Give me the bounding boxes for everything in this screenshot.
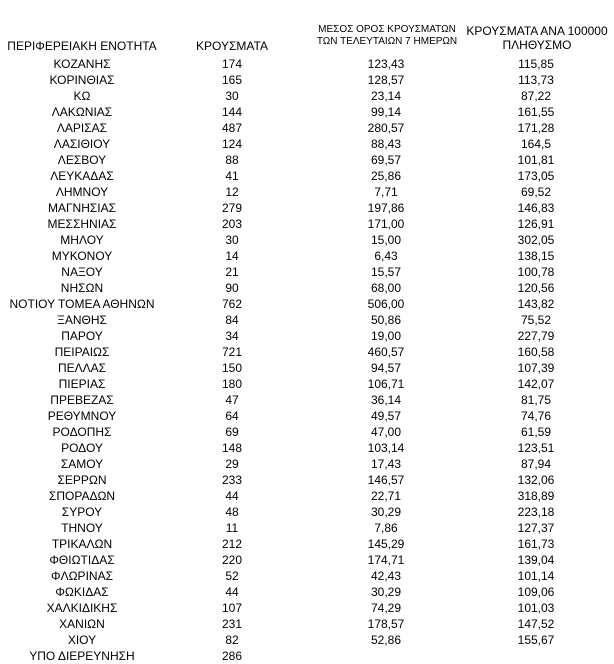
header-per-line1: ΚΡΟΥΣΜΑΤΑ ΑΝΑ 100000 — [466, 24, 608, 38]
avg-cell: 49,57 — [370, 409, 402, 423]
table-row — [0, 536, 614, 552]
table-row — [0, 440, 614, 456]
header-avg-line1: ΜΕΣΟΣ ΟΡΟΣ ΚΡΟΥΣΜΑΤΩΝ — [318, 24, 456, 35]
avg-cell: 460,57 — [367, 345, 405, 359]
region-cell: ΝΗΣΩΝ — [60, 281, 104, 295]
cases-cell: 180 — [221, 377, 243, 391]
per100k-cell: 87,22 — [520, 89, 552, 103]
region-cell: ΣΕΡΡΩΝ — [57, 473, 107, 487]
cases-cell: 44 — [225, 585, 239, 599]
table-row — [0, 312, 614, 328]
cases-cell: 21 — [225, 265, 239, 279]
table-row — [0, 280, 614, 296]
region-cell: ΛΑΡΙΣΑΣ — [56, 121, 108, 135]
table-row — [0, 328, 614, 344]
header-avg-7days — [298, 24, 476, 48]
region-cell: ΥΠΟ ΔΙΕΡΕΥΝΗΣΗ — [29, 649, 135, 663]
avg-cell: 88,43 — [370, 137, 402, 151]
table-row — [0, 360, 614, 376]
avg-cell: 103,14 — [367, 441, 405, 455]
avg-cell: 178,57 — [367, 617, 405, 631]
per100k-cell: 143,82 — [517, 297, 555, 311]
table-row — [0, 232, 614, 248]
region-cell: ΞΑΝΘΗΣ — [57, 313, 107, 327]
cases-cell: 203 — [221, 217, 243, 231]
per100k-cell: 132,06 — [517, 473, 555, 487]
cases-cell: 44 — [225, 489, 239, 503]
region-cell: ΛΕΥΚΑΔΑΣ — [50, 169, 114, 183]
avg-cell: 15,00 — [370, 233, 402, 247]
per100k-cell: 161,55 — [517, 105, 555, 119]
region-cell: ΛΑΣΙΘΙΟΥ — [53, 137, 111, 151]
per100k-cell: 146,83 — [517, 201, 555, 215]
avg-cell: 146,57 — [367, 473, 405, 487]
region-cell: ΜΥΚΟΝΟΥ — [51, 249, 113, 263]
cases-cell: 144 — [221, 105, 243, 119]
table-row — [0, 184, 614, 200]
cases-cell: 47 — [225, 393, 239, 407]
cases-cell: 165 — [221, 73, 243, 87]
per100k-cell: 123,51 — [517, 441, 555, 455]
table-row — [0, 72, 614, 88]
region-cell: ΡΕΘΥΜΝΟΥ — [47, 409, 117, 423]
region-cell: ΜΑΓΝΗΣΙΑΣ — [47, 201, 117, 215]
per100k-cell: 109,06 — [517, 585, 555, 599]
region-cell: ΝΑΞΟΥ — [61, 265, 103, 279]
avg-cell: 23,14 — [370, 89, 402, 103]
cases-cell: 30 — [225, 233, 239, 247]
table-row — [0, 344, 614, 360]
avg-cell: 30,29 — [370, 585, 402, 599]
cases-cell: 69 — [225, 425, 239, 439]
avg-cell: 145,29 — [367, 537, 405, 551]
region-cell: ΣΥΡΟΥ — [61, 505, 103, 519]
per100k-cell: 87,94 — [520, 457, 552, 471]
per100k-cell: 147,52 — [517, 617, 555, 631]
avg-cell: 6,43 — [374, 249, 398, 263]
per100k-cell: 113,73 — [518, 73, 554, 87]
cases-cell: 762 — [221, 297, 243, 311]
avg-cell: 15,57 — [370, 265, 402, 279]
table-row — [0, 408, 614, 424]
table-row — [0, 56, 614, 72]
cases-cell: 721 — [221, 345, 243, 359]
per100k-cell: 164,5 — [520, 137, 552, 151]
cases-cell: 41 — [225, 169, 239, 183]
avg-cell: 174,71 — [367, 553, 405, 567]
avg-cell: 68,00 — [370, 281, 402, 295]
region-cell: ΤΡΙΚΑΛΩΝ — [51, 537, 113, 551]
cases-cell: 12 — [225, 185, 239, 199]
cases-cell: 220 — [221, 553, 243, 567]
cases-cell: 233 — [221, 473, 243, 487]
table-row — [0, 568, 614, 584]
region-cell: ΤΗΝΟΥ — [61, 521, 103, 535]
region-cell: ΠΡΕΒΕΖΑΣ — [50, 393, 114, 407]
avg-cell: 47,00 — [370, 425, 402, 439]
per100k-cell: 318,89 — [517, 489, 555, 503]
cases-cell: 174 — [221, 57, 243, 71]
region-cell: ΧΙΟΥ — [67, 633, 97, 647]
region-cell: ΦΘΙΩΤΙΔΑΣ — [49, 553, 115, 567]
per100k-cell: 142,07 — [517, 377, 555, 391]
avg-cell: 52,86 — [370, 633, 402, 647]
region-cell: ΧΑΝΙΩΝ — [59, 617, 105, 631]
region-cell: ΛΑΚΩΝΙΑΣ — [51, 105, 113, 119]
cases-cell: 212 — [221, 537, 243, 551]
per100k-cell: 138,15 — [517, 249, 555, 263]
table-row — [0, 472, 614, 488]
avg-cell: 36,14 — [370, 393, 402, 407]
region-cell: ΚΟΡΙΝΘΙΑΣ — [49, 73, 115, 87]
table-row — [0, 424, 614, 440]
cases-cell: 150 — [221, 361, 243, 375]
table-row — [0, 584, 614, 600]
avg-cell: 30,29 — [370, 505, 402, 519]
table-row — [0, 488, 614, 504]
per100k-cell: 101,03 — [517, 601, 555, 615]
region-cell: ΜΕΣΣΗΝΙΑΣ — [47, 217, 117, 231]
header-per-line2: ΠΛΗΘΥΣΜΟ — [502, 38, 572, 52]
cases-cell: 124 — [221, 137, 243, 151]
header-region: ΠΕΡΙΦΕΡΕΙΑΚΗ ΕΝΟΤΗΤΑ — [7, 39, 157, 53]
avg-cell: 171,00 — [367, 217, 405, 231]
region-cell: ΛΕΣΒΟΥ — [57, 153, 107, 167]
per100k-cell: 161,73 — [517, 537, 555, 551]
table-row — [0, 632, 614, 648]
per100k-cell: 160,58 — [517, 345, 555, 359]
cases-cell: 487 — [221, 121, 243, 135]
region-cell: ΣΑΜΟΥ — [60, 457, 104, 471]
per100k-cell: 155,67 — [517, 633, 555, 647]
region-cell: ΚΟΖΑΝΗΣ — [53, 57, 111, 71]
avg-cell: 74,29 — [370, 601, 402, 615]
per100k-cell: 101,81 — [517, 153, 555, 167]
table-row — [0, 136, 614, 152]
per100k-cell: 81,75 — [520, 393, 552, 407]
avg-cell: 50,86 — [370, 313, 402, 327]
avg-cell: 22,71 — [370, 489, 402, 503]
avg-cell: 506,00 — [367, 297, 405, 311]
table-row — [0, 248, 614, 264]
table-row — [0, 616, 614, 632]
table-row — [0, 216, 614, 232]
region-cell: ΜΗΛΟΥ — [60, 233, 104, 247]
cases-cell: 286 — [221, 649, 243, 663]
avg-cell: 25,86 — [370, 169, 402, 183]
table-row — [0, 296, 614, 312]
per100k-cell: 120,56 — [517, 281, 555, 295]
cases-cell: 82 — [225, 633, 239, 647]
avg-cell: 7,86 — [374, 521, 398, 535]
avg-cell: 197,86 — [367, 201, 405, 215]
cases-cell: 34 — [225, 329, 239, 343]
table-row — [0, 264, 614, 280]
cases-cell: 148 — [221, 441, 243, 455]
cases-cell: 11 — [225, 521, 239, 535]
cases-cell: 30 — [225, 89, 239, 103]
per100k-cell: 100,78 — [517, 265, 555, 279]
table-row — [0, 552, 614, 568]
avg-cell: 69,57 — [370, 153, 402, 167]
per100k-cell: 126,91 — [517, 217, 555, 231]
header-cases: ΚΡΟΥΣΜΑΤΑ — [196, 39, 268, 53]
per100k-cell: 139,04 — [517, 553, 555, 567]
region-cell: ΠΑΡΟΥ — [61, 329, 103, 343]
avg-cell: 106,71 — [367, 377, 405, 391]
per100k-cell: 115,85 — [518, 57, 554, 71]
cases-cell: 64 — [225, 409, 239, 423]
cases-cell: 14 — [225, 249, 239, 263]
table-row — [0, 600, 614, 616]
per100k-cell: 127,37 — [517, 521, 555, 535]
region-cell: ΠΙΕΡΙΑΣ — [58, 377, 106, 391]
cases-cell: 29 — [225, 457, 239, 471]
cases-cell: 231 — [221, 617, 243, 631]
region-cell: ΝΟΤΙΟΥ ΤΟΜΕΑ ΑΘΗΝΩΝ — [9, 297, 155, 311]
per100k-cell: 107,39 — [517, 361, 555, 375]
avg-cell: 128,57 — [367, 73, 405, 87]
region-cell: ΧΑΛΚΙΔΙΚΗΣ — [46, 601, 118, 615]
avg-cell: 7,71 — [374, 185, 398, 199]
cases-cell: 52 — [225, 569, 239, 583]
table-row — [0, 520, 614, 536]
region-cell: ΦΛΩΡΙΝΑΣ — [51, 569, 113, 583]
avg-cell: 280,57 — [367, 121, 405, 135]
per100k-cell: 302,05 — [517, 233, 555, 247]
per100k-cell: 75,52 — [520, 313, 552, 327]
table-row — [0, 456, 614, 472]
table-row — [0, 104, 614, 120]
region-cell: ΡΟΔΟΠΗΣ — [52, 425, 112, 439]
region-cell: ΠΕΛΛΑΣ — [57, 361, 107, 375]
cases-cell: 88 — [225, 153, 239, 167]
table-row — [0, 392, 614, 408]
table-row — [0, 376, 614, 392]
table-body — [0, 56, 614, 664]
table-row — [0, 152, 614, 168]
per100k-cell: 101,14 — [517, 569, 555, 583]
avg-cell: 123,43 — [367, 57, 405, 71]
table-row — [0, 168, 614, 184]
cases-cell: 90 — [225, 281, 239, 295]
region-cell: ΚΩ — [73, 89, 91, 103]
per100k-cell: 61,59 — [520, 425, 552, 439]
table-row — [0, 120, 614, 136]
per100k-cell: 171,28 — [517, 121, 555, 135]
per100k-cell: 173,05 — [517, 169, 555, 183]
header-per-100k — [460, 24, 614, 52]
region-cell: ΡΟΔΟΥ — [61, 441, 103, 455]
table-row — [0, 504, 614, 520]
table-row — [0, 200, 614, 216]
per100k-cell: 74,76 — [520, 409, 552, 423]
avg-cell: 99,14 — [370, 105, 402, 119]
per100k-cell: 227,79 — [517, 329, 555, 343]
header-avg-line2: ΤΩΝ ΤΕΛΕΥΤΑΙΩΝ 7 ΗΜΕΡΩΝ — [316, 36, 458, 47]
table-row — [0, 88, 614, 104]
cases-cell: 84 — [225, 313, 239, 327]
avg-cell: 42,43 — [370, 569, 402, 583]
avg-cell: 17,43 — [370, 457, 402, 471]
cases-cell: 48 — [225, 505, 239, 519]
cases-cell: 279 — [221, 201, 243, 215]
region-cell: ΛΗΜΝΟΥ — [55, 185, 109, 199]
avg-cell: 19,00 — [370, 329, 402, 343]
region-cell: ΠΕΙΡΑΙΩΣ — [54, 345, 110, 359]
region-cell: ΣΠΟΡΑΔΩΝ — [48, 489, 116, 503]
per100k-cell: 69,52 — [520, 185, 552, 199]
cases-cell: 107 — [221, 601, 243, 615]
avg-cell: 94,57 — [370, 361, 402, 375]
region-cell: ΦΩΚΙΔΑΣ — [55, 585, 109, 599]
per100k-cell: 223,18 — [517, 505, 555, 519]
